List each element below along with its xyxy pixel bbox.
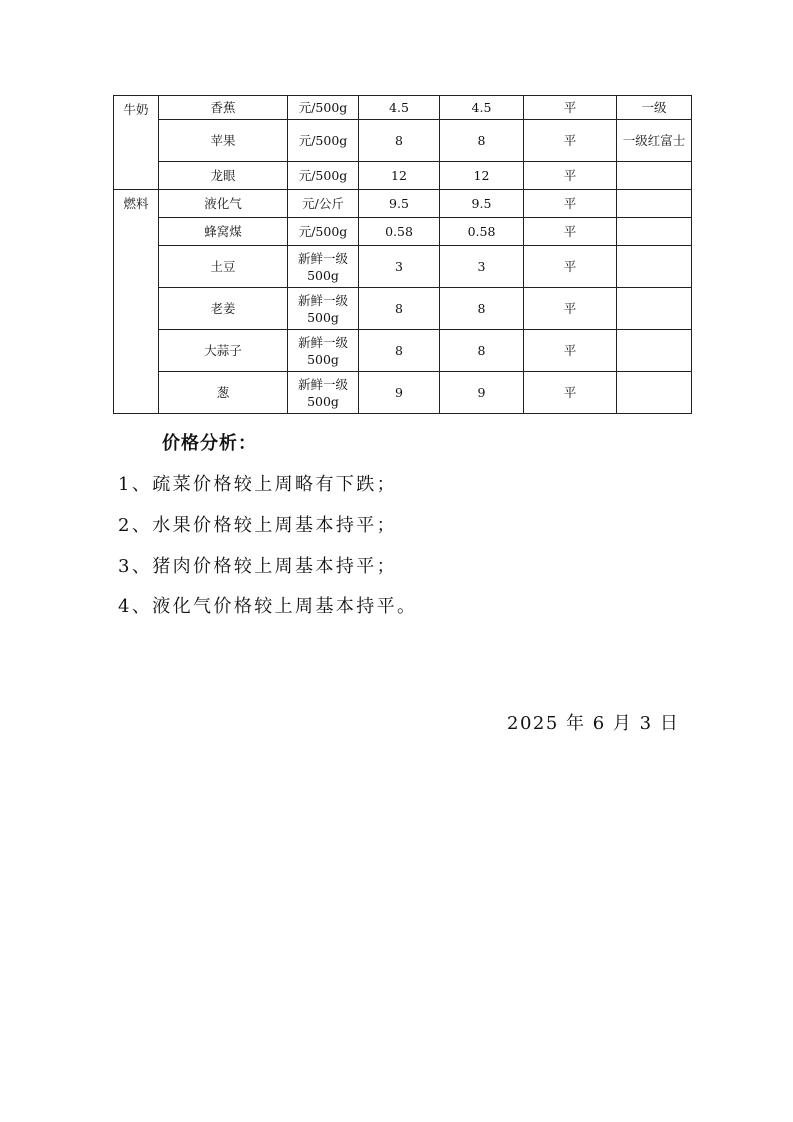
price-this-week: 12 — [359, 162, 440, 190]
price-last-week: 8 — [440, 330, 524, 372]
trend-cell: 平 — [524, 190, 617, 218]
analysis-line: 4、液化气价格较上周基本持平。 — [118, 596, 418, 617]
category-cell: 燃料 — [114, 190, 159, 414]
trend-cell: 平 — [524, 372, 617, 414]
note-cell: 一级红富士 — [617, 120, 692, 162]
price-this-week: 9 — [359, 372, 440, 414]
unit-cell: 元/500g — [288, 162, 359, 190]
trend-cell: 平 — [524, 246, 617, 288]
unit-cell: 元/500g — [288, 120, 359, 162]
note-cell — [617, 372, 692, 414]
unit-cell: 新鲜一级500g — [288, 288, 359, 330]
price-this-week: 8 — [359, 120, 440, 162]
note-cell — [617, 162, 692, 190]
note-cell — [617, 190, 692, 218]
unit-cell: 新鲜一级500g — [288, 330, 359, 372]
table-row — [114, 120, 692, 162]
item-name: 龙眼 — [159, 162, 288, 190]
unit-cell: 新鲜一级500g — [288, 372, 359, 414]
document-date: 2025 年 6 月 3 日 — [507, 713, 680, 734]
table-row — [114, 96, 692, 120]
item-name: 蜂窝煤 — [159, 218, 288, 246]
item-name: 苹果 — [159, 120, 288, 162]
item-name: 大蒜子 — [159, 330, 288, 372]
note-cell — [617, 330, 692, 372]
item-name: 葱 — [159, 372, 288, 414]
unit-cell: 元/500g — [288, 96, 359, 120]
price-last-week: 12 — [440, 162, 524, 190]
trend-cell: 平 — [524, 162, 617, 190]
price-this-week: 9.5 — [359, 190, 440, 218]
trend-cell: 平 — [524, 120, 617, 162]
unit-cell: 元/500g — [288, 218, 359, 246]
item-name: 土豆 — [159, 246, 288, 288]
item-name: 老姜 — [159, 288, 288, 330]
analysis-title: 价格分析： — [162, 433, 257, 454]
note-cell: 一级 — [617, 96, 692, 120]
trend-cell: 平 — [524, 96, 617, 120]
analysis-line: 2、水果价格较上周基本持平； — [118, 515, 398, 536]
price-last-week: 8 — [440, 288, 524, 330]
item-name: 香蕉 — [159, 96, 288, 120]
price-this-week: 4.5 — [359, 96, 440, 120]
note-cell — [617, 288, 692, 330]
table-row — [114, 330, 692, 372]
price-table — [113, 95, 692, 414]
category-cell: 牛奶 — [114, 96, 159, 190]
trend-cell: 平 — [524, 218, 617, 246]
trend-cell: 平 — [524, 288, 617, 330]
price-last-week: 4.5 — [440, 96, 524, 120]
price-this-week: 8 — [359, 330, 440, 372]
price-last-week: 9.5 — [440, 190, 524, 218]
unit-cell: 新鲜一级500g — [288, 246, 359, 288]
note-cell — [617, 218, 692, 246]
price-last-week: 3 — [440, 246, 524, 288]
note-cell — [617, 246, 692, 288]
table-row — [114, 246, 692, 288]
analysis-line: 1、疏菜价格较上周略有下跌； — [118, 474, 398, 495]
table-row — [114, 288, 692, 330]
price-last-week: 8 — [440, 120, 524, 162]
price-last-week: 0.58 — [440, 218, 524, 246]
unit-cell: 元/公斤 — [288, 190, 359, 218]
price-this-week: 0.58 — [359, 218, 440, 246]
table-row — [114, 190, 692, 218]
price-last-week: 9 — [440, 372, 524, 414]
trend-cell: 平 — [524, 330, 617, 372]
price-this-week: 8 — [359, 288, 440, 330]
analysis-line: 3、猪肉价格较上周基本持平； — [118, 556, 398, 577]
price-this-week: 3 — [359, 246, 440, 288]
item-name: 液化气 — [159, 190, 288, 218]
table-row — [114, 372, 692, 414]
table-row — [114, 218, 692, 246]
table-row — [114, 162, 692, 190]
